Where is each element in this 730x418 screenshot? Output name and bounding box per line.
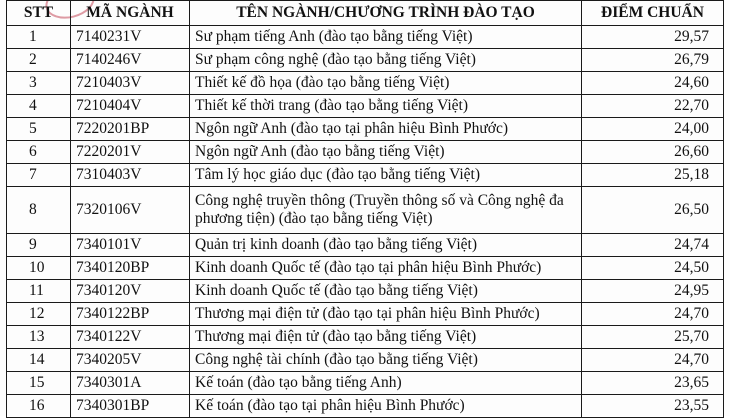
header-name: TÊN NGÀNH/CHƯƠNG TRÌNH ĐÀO TẠO [190, 1, 582, 26]
cell-name: Thương mại điện tử (đào tạo tại phân hiệu Bình Phước) [190, 303, 582, 326]
table-row [7, 95, 724, 118]
cell-name: Kinh doanh Quốc tế (đào tạo bằng tiếng Việt) [190, 280, 582, 303]
header-score: ĐIỂM CHUẨN [582, 1, 724, 26]
cell-code: 7340101V [71, 234, 190, 257]
table-row [7, 326, 724, 349]
cell-name: Thiết kế thời trang (đào tạo bằng tiếng Việt) [190, 95, 582, 118]
cell-score: 24,74 [582, 234, 724, 257]
table-row [7, 49, 724, 72]
cell-stt: 11 [7, 280, 71, 303]
cell-code: 7340205V [71, 349, 190, 372]
cell-name: Quản trị kinh doanh (đào tạo bằng tiếng Việt) [190, 234, 582, 257]
cell-score: 24,50 [582, 257, 724, 280]
cell-score: 24,70 [582, 349, 724, 372]
cell-name: Thương mại điện tử (đào tạo bằng tiếng Việt) [190, 326, 582, 349]
cell-stt: 14 [7, 349, 71, 372]
cell-score: 24,00 [582, 118, 724, 141]
cell-code: 7340120V [71, 280, 190, 303]
table-row [7, 257, 724, 280]
cell-stt: 6 [7, 141, 71, 164]
cell-score: 26,79 [582, 49, 724, 72]
cell-stt: 2 [7, 49, 71, 72]
cell-name: Công nghệ tài chính (đào tạo bằng tiếng Việt) [190, 349, 582, 372]
cell-code: 7340122BP [71, 303, 190, 326]
cell-code: 7340122V [71, 326, 190, 349]
cell-stt: 4 [7, 95, 71, 118]
table-row [7, 395, 724, 418]
table-row [7, 372, 724, 395]
cell-stt: 16 [7, 395, 71, 418]
cell-name: Kế toán (đào tạo bằng tiếng Anh) [190, 372, 582, 395]
cell-score: 29,57 [582, 26, 724, 49]
cell-score: 22,70 [582, 95, 724, 118]
table-row [7, 26, 724, 49]
cell-score: 23,55 [582, 395, 724, 418]
cell-name: Công nghệ truyền thông (Truyền thông số và Công nghệ đa phương tiện) (đào tạo bằng tiếng Việt) [190, 187, 582, 234]
cell-score: 25,70 [582, 326, 724, 349]
cell-stt: 13 [7, 326, 71, 349]
cell-code: 7210404V [71, 95, 190, 118]
header-stt: STT [7, 1, 71, 26]
cell-score: 24,95 [582, 280, 724, 303]
cell-code: 7340301BP [71, 395, 190, 418]
table-row [7, 118, 724, 141]
table-row [7, 187, 724, 234]
cell-name: Ngôn ngữ Anh (đào tạo tại phân hiệu Bình Phước) [190, 118, 582, 141]
table-row [7, 72, 724, 95]
cell-score: 23,65 [582, 372, 724, 395]
cell-stt: 5 [7, 118, 71, 141]
cell-score: 26,50 [582, 187, 724, 234]
cell-stt: 7 [7, 164, 71, 187]
cell-stt: 12 [7, 303, 71, 326]
cell-name: Ngôn ngữ Anh (đào tạo bằng tiếng Việt) [190, 141, 582, 164]
cell-code: 7210403V [71, 72, 190, 95]
cell-code: 7220201V [71, 141, 190, 164]
table-row [7, 234, 724, 257]
cell-code: 7310403V [71, 164, 190, 187]
cell-code: 7320106V [71, 187, 190, 234]
cell-name: Thiết kế đồ họa (đào tạo bằng tiếng Việt) [190, 72, 582, 95]
table-row [7, 141, 724, 164]
cell-name: Sư phạm công nghệ (đào tạo bằng tiếng Việt) [190, 49, 582, 72]
table-row [7, 303, 724, 326]
cell-stt: 1 [7, 26, 71, 49]
cell-code: 7340120BP [71, 257, 190, 280]
cell-code: 7140231V [71, 26, 190, 49]
cell-score: 26,60 [582, 141, 724, 164]
cell-score: 25,18 [582, 164, 724, 187]
cell-name: Tâm lý học giáo dục (đào tạo bằng tiếng Việt) [190, 164, 582, 187]
cell-code: 7340301A [71, 372, 190, 395]
cell-code: 7140246V [71, 49, 190, 72]
cell-score: 24,70 [582, 303, 724, 326]
cell-stt: 10 [7, 257, 71, 280]
header-code: MÃ NGÀNH [71, 1, 190, 26]
cell-code: 7220201BP [71, 118, 190, 141]
table-row [7, 280, 724, 303]
cell-score: 24,60 [582, 72, 724, 95]
cell-stt: 15 [7, 372, 71, 395]
cell-stt: 3 [7, 72, 71, 95]
cell-stt: 9 [7, 234, 71, 257]
cell-name: Kinh doanh Quốc tế (đào tạo tại phân hiệu Bình Phước) [190, 257, 582, 280]
table-row [7, 164, 724, 187]
table-row [7, 349, 724, 372]
admission-score-table [6, 0, 724, 418]
cell-name: Sư phạm tiếng Anh (đào tạo bằng tiếng Việt) [190, 26, 582, 49]
table-header-row [7, 1, 724, 26]
cell-name: Kế toán (đào tạo tại phân hiệu Bình Phước) [190, 395, 582, 418]
cell-stt: 8 [7, 187, 71, 234]
